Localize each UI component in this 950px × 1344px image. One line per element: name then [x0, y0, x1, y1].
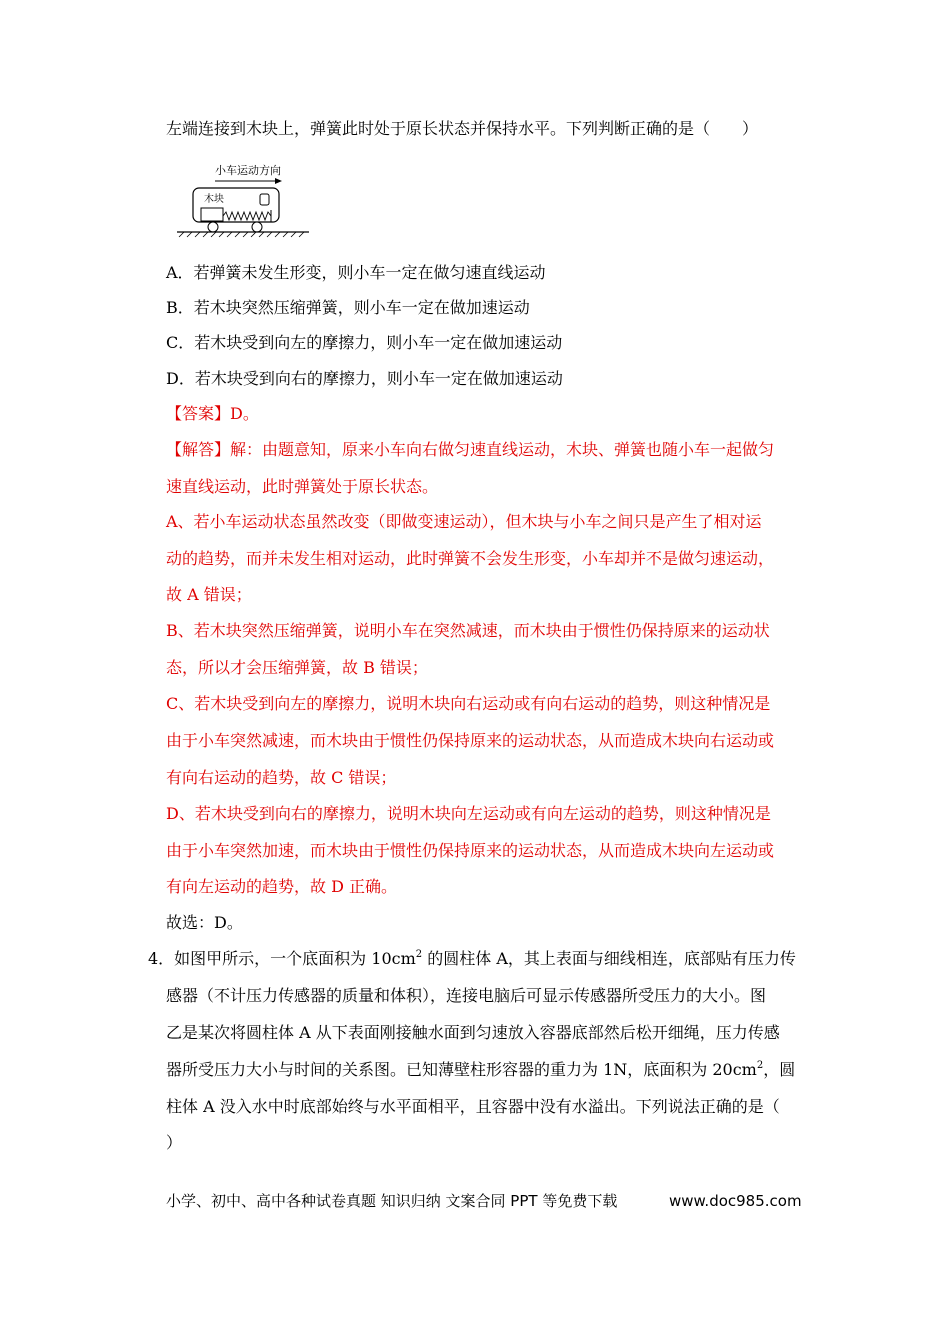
analysis-d-line-1: D、若木块受到向右的摩擦力，说明木块向左运动或有向左运动的趋势，则这种情况是 [166, 804, 771, 823]
q4-line-4-a: 器所受压力大小与时间的关系图。已知薄壁柱形容器的重力为 1N，底面积为 20cm [166, 1060, 757, 1079]
option-c: C．若木块受到向左的摩擦力，则小车一定在做加速运动 [166, 333, 563, 352]
analysis-c-line-2: 由于小车突然减速，而木块由于惯性仍保持原来的运动状态，从而造成木块向右运动或 [166, 731, 775, 750]
analysis-b-line-2: 态，所以才会压缩弹簧，故 B 错误； [166, 658, 428, 677]
q4-line-4 [166, 1060, 795, 1080]
analysis-line-2: 速直线运动，此时弹簧处于原长状态。 [166, 477, 439, 496]
analysis-d-line-2: 由于小车突然加速，而木块由于惯性仍保持原来的运动状态，从而造成木块向左运动或 [166, 841, 775, 860]
page-footer [166, 1191, 802, 1211]
cart-wheel-right [252, 222, 262, 232]
analysis-c-line-3: 有向右运动的趋势，故 C 错误； [166, 768, 397, 787]
q4-line-1 [148, 949, 796, 969]
analysis-b-line-1: B、若木块突然压缩弹簧，说明小车在突然减速，而木块由于惯性仍保持原来的运动状 [166, 621, 770, 640]
q4-line-5: 柱体 A 没入水中时底部始终与水平面相平，且容器中没有水溢出。下列说法正确的是（ [166, 1097, 780, 1116]
q4-line-6: ） [166, 1133, 183, 1152]
direction-arrowhead [275, 178, 282, 184]
analysis-c-line-1: C、若木块受到向左的摩擦力，说明木块向右运动或有向右运动的趋势，则这种情况是 [166, 694, 771, 713]
direction-label: 小车运动方向 [215, 164, 281, 177]
block-label: 木块 [204, 194, 224, 205]
q4-superscript-1: 2 [415, 949, 423, 960]
q4-line-1-a: 4．如图甲所示，一个底面积为 10cm [148, 949, 416, 968]
q4-superscript-2: 2 [756, 1060, 764, 1071]
choice-line: 故选：D。 [166, 913, 243, 932]
q4-line-3: 乙是某次将圆柱体 A 从下表面刚接触水面到匀速放入容器底部然后松开细绳，压力传感 [166, 1023, 780, 1042]
analysis-d-line-3: 有向左运动的趋势，故 D 正确。 [166, 877, 398, 896]
ground-hatching [179, 232, 304, 237]
answer-line: 【答案】D。 [166, 404, 259, 423]
analysis-line-1: 【解答】解：由题意知，原来小车向右做匀速直线运动，木块、弹簧也随小车一起做匀 [166, 440, 775, 459]
q4-line-1-b: 的圆柱体 A，其上表面与细线相连，底部贴有压力传 [422, 949, 796, 968]
q4-line-2: 感器（不计压力传感器的质量和体积），连接电脑后可显示传感器所受压力的大小。图 [166, 986, 767, 1005]
wooden-block [201, 208, 223, 221]
q4-line-4-b: ，圆 [763, 1060, 796, 1079]
cart-wheel-left [208, 222, 218, 232]
option-b: B．若木块突然压缩弹簧，则小车一定在做加速运动 [166, 298, 530, 317]
footer-text: 小学、初中、高中各种试卷真题 知识归纳 文案合同 PPT 等免费下载 [166, 1192, 618, 1210]
option-d: D．若木块受到向右的摩擦力，则小车一定在做加速运动 [166, 369, 563, 388]
analysis-a-line-2: 动的趋势，而并未发生相对运动，此时弹簧不会发生形变，小车却并不是做匀速运动， [166, 549, 775, 568]
option-a: A．若弹簧未发生形变，则小车一定在做匀速直线运动 [166, 263, 546, 282]
analysis-a-line-3: 故 A 错误； [166, 585, 252, 604]
footer-url[interactable]: www.doc985.com [669, 1192, 802, 1210]
cart-figure [175, 160, 325, 238]
analysis-a-line-1: A、若小车运动状态虽然改变（即做变速运动），但木块与小车之间只是产生了相对运 [166, 512, 762, 531]
question-intro-line: 左端连接到木块上，弹簧此时处于原长状态并保持水平。下列判断正确的是（ ） [166, 119, 759, 138]
cart-window [260, 194, 269, 205]
